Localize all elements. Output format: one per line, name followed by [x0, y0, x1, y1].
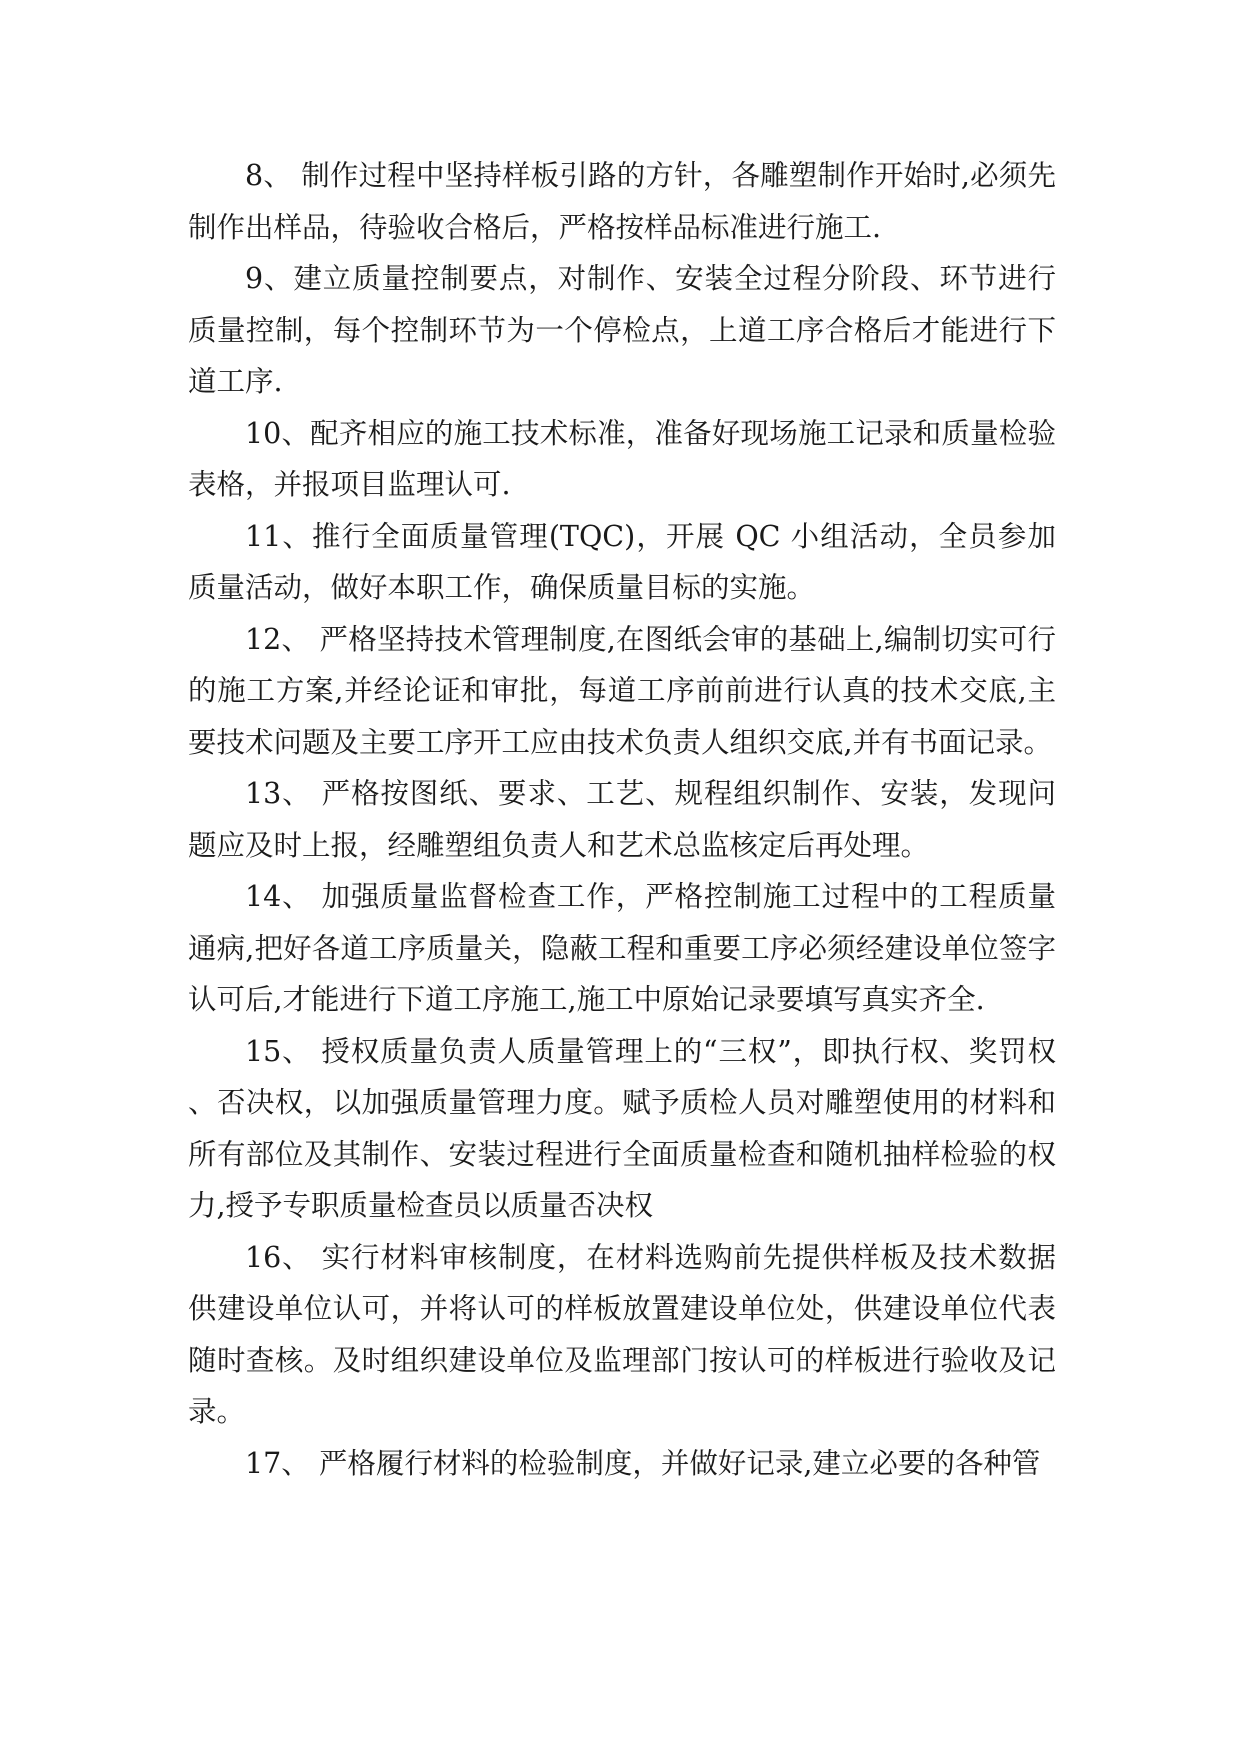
paragraph-item-13: 13、 严格按图纸、要求、工艺、规程组织制作、安装，发现问题应及时上报，经雕塑组负责人和艺术总监核定后再处理。 — [188, 777, 1056, 862]
paragraph-item-17: 17、 严格履行材料的检验制度，并做好记录,建立必要的各种管 — [245, 1446, 1041, 1480]
paragraph-item-15: 15、 授权质量负责人质量管理上的“三权”，即执行权、奖罚权、否决权，以加强质量管理力度。赋予质检人员对雕塑使用的材料和所有部位及其制作、安装过程进行全面质量检查和随机抽样检验的权力,授予专职质量检查员以质量否决权 — [188, 1034, 1056, 1222]
paragraph-item-10: 10、配齐相应的施工技术标准，准备好现场施工记录和质量检验表格，并报项目监理认可. — [188, 416, 1056, 501]
paragraph-item-16: 16、 实行材料审核制度，在材料选购前先提供样板及技术数据供建设单位认可，并将认可的样板放置建设单位处，供建设单位代表随时查核。及时组织建设单位及监理部门按认可的样板进行验收及记录。 — [188, 1240, 1056, 1428]
paragraph-item-14: 14、 加强质量监督检查工作，严格控制施工过程中的工程质量通病,把好各道工序质量关，隐蔽工程和重要工序必须经建设单位签字认可后,才能进行下道工序施工,施工中原始记录要填写真实齐全. — [188, 880, 1056, 1016]
paragraph-item-11: 11、推行全面质量管理(TQC)，开展 QC 小组活动，全员参加质量活动，做好本职工作，确保质量目标的实施。 — [188, 519, 1056, 604]
paragraph-item-9: 9、建立质量控制要点，对制作、安装全过程分阶段、环节进行质量控制，每个控制环节为一个停检点，上道工序合格后才能进行下道工序. — [188, 262, 1056, 398]
paragraph-item-12: 12、 严格坚持技术管理制度,在图纸会审的基础上,编制切实可行的施工方案,并经论证和审批，每道工序前前进行认真的技术交底,主要技术问题及主要工序开工应由技术负责人组织交底,并有书面记录。 — [188, 622, 1056, 759]
paragraph-item-8: 8、 制作过程中坚持样板引路的方针，各雕塑制作开始时,必须先制作出样品，待验收合格后，严格按样品标准进行施工. — [188, 159, 1056, 244]
document-body — [188, 150, 1056, 1489]
